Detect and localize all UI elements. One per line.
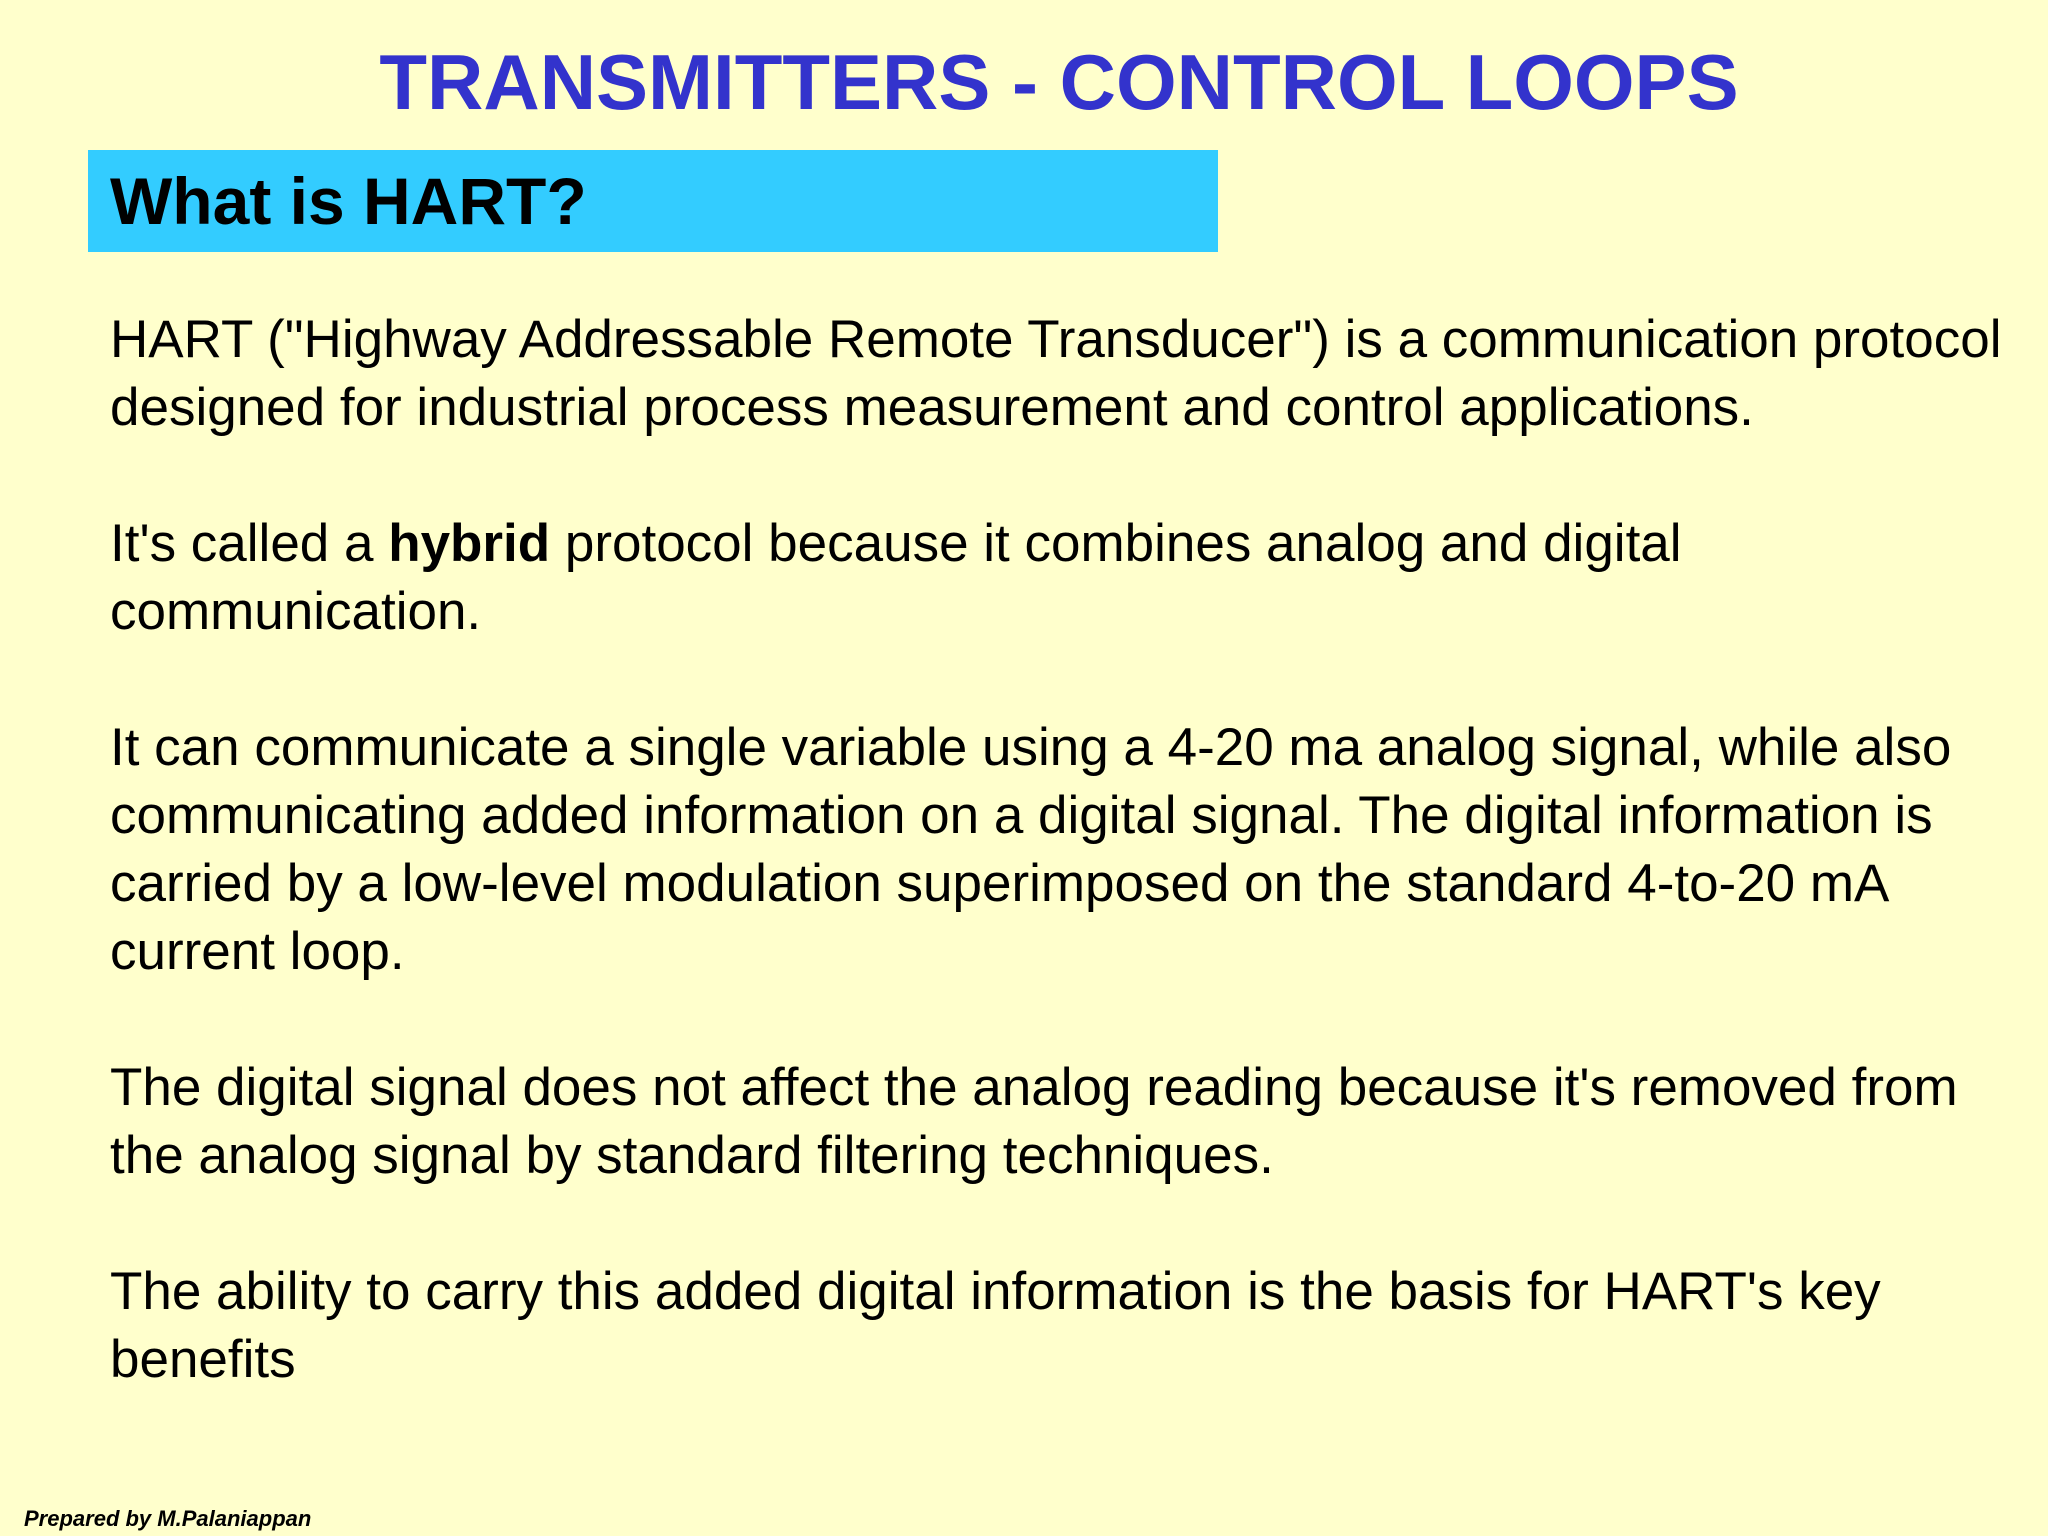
paragraph-hybrid-bold: hybrid — [388, 514, 551, 573]
paragraph-hybrid-before: It's called a — [110, 514, 389, 573]
heading-banner — [88, 150, 1218, 252]
slide-body — [110, 306, 2010, 1462]
paragraph-signal: It can communicate a single variable using a 4-20 ma analog signal, while also communicating added information on a digital signal. The digital information is carried by a low-level modulation superimposed on the standard 4-to-20 mA current loop. — [110, 718, 1952, 981]
section-heading: What is HART? — [110, 164, 587, 238]
paragraph-hybrid — [110, 510, 2010, 646]
paragraph-filtering: The digital signal does not affect the analog reading because it's removed from the analog signal by standard filtering techniques. — [110, 1058, 1958, 1185]
paragraph-definition: HART ("Highway Addressable Remote Transducer") is a communication protocol designed for industrial process measurement and control applications. — [110, 310, 2002, 437]
paragraph-hybrid-after: protocol because it combines analog and digital communication. — [110, 514, 1682, 641]
slide-title: TRANSMITTERS - CONTROL LOOPS — [379, 38, 1739, 126]
footer-credit: Prepared by M.Palaniappan — [24, 1506, 312, 1531]
paragraph-benefits: The ability to carry this added digital information is the basis for HART's key benefits — [110, 1262, 1881, 1389]
